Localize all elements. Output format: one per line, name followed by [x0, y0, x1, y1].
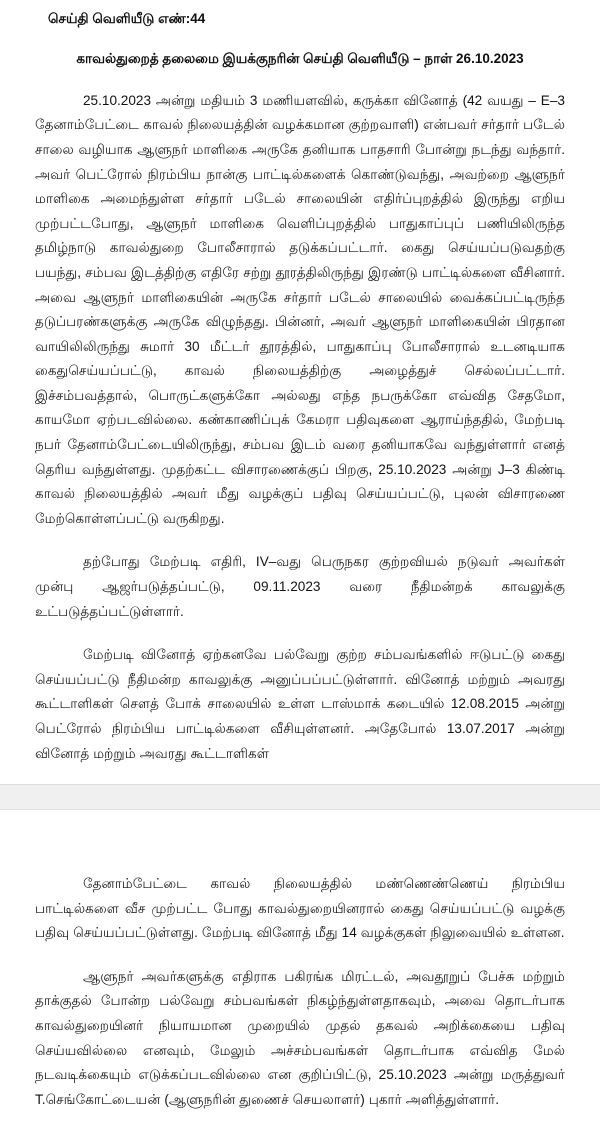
page-title: காவல்துறைத் தலைமை இயக்குநரின் செய்தி வெளியீடு – நாள் 26.10.2023 — [76, 50, 524, 66]
release-number — [48, 10, 565, 28]
paragraph: 25.10.2023 அன்று மதியம் 3 மணியளவில், கருக்கா வினோத் (42 வயது – E–3 தேனாம்பேட்டை காவல் நிலையத்தின் வழக்கமான குற்றவாளி) என்பவர் சர்தார் படேல் சாலை வழியாக ஆளுநர் மாளிகை அருகே தனியாக பாதசாரி போன்று நடந்து வந்தார். அவர் பெட்ரோல் நிரம்பிய நான்கு பாட்டில்களைக் கொண்டுவந்து, அவற்றை ஆளுநர் மாளிகை அமைந்துள்ள சர்தார் படேல் சாலையின் எதிர்ப்புறத்தில் இருந்து எறிய முற்பட்டபோது, ஆளுநர் மாளிகை வெளிப்புறத்தில் பாதுகாப்புப் பணியிலிருந்த தமிழ்நாடு காவல்துறை போலீசாரால் தடுக்கப்பட்டார். கைது செய்யப்படுவதற்கு பயந்து, சம்பவ இடத்திற்கு எதிரே சற்று தூரத்திலிருந்து இரண்டு பாட்டில்களை வீசினார். அவை ஆளுநர் மாளிகையின் அருகே சர்தார் படேல் சாலையில் வைக்கப்பட்டிருந்த தடுப்பரண்களுக்கு அருகே விழுந்தது. பின்னர், அவர் ஆளுநர் மாளிகையின் பிரதான வாயிலிலிருந்து சுமார் 30 மீட்டர் தூரத்தில், பாதுகாப்பு போலீசாரால் உடனடியாக கைதுசெய்யப்பட்டு, காவல் நிலையத்திற்கு அழைத்துச் செல்லப்பட்டார். இச்சம்பவத்தால், பொருட்களுக்கோ அல்லது எந்த நபருக்கோ எவ்வித சேதமோ, காயமோ ஏற்படவில்லை. கண்காணிப்புக் கேமரா பதிவுகளை ஆராய்ந்ததில், மேற்படி நபர் தேனாம்பேட்டையிலிருந்து, சம்பவ இடம் வரை தனியாகவே வந்துள்ளார் எனத் தெரிய வந்துள்ளது. முதற்கட்ட விசாரணைக்குப் பிறகு, 25.10.2023 அன்று J–3 கிண்டி காவல் நிலையத்தில் அவர் மீது வழக்குப் பதிவு செய்யப்பட்டு, புலன் விசாரணை மேற்கொள்ளப்பட்டு வருகிறது. — [35, 92, 565, 526]
page-separator — [0, 784, 600, 810]
document-page-2 — [0, 810, 600, 1137]
paragraph: மேற்படி வினோத் ஏற்கனவே பல்வேறு குற்ற சம்பவங்களில் ஈடுபட்டு கைது செய்யப்பட்டு நீதிமன்ற காவலுக்கு அனுப்பப்பட்டுள்ளார். வினோத் மற்றும் அவரது கூட்டாளிகள் செளத் போக் சாலையில் உள்ள டாஸ்மாக் கடையில் 12.08.2015 அன்று பெட்ரோல் நிரம்பிய பாட்டில்களை வீசியுள்ளனர். அதேபோல் 13.07.2017 அன்று வினோத் மற்றும் அவரது கூட்டாளிகள் — [35, 647, 565, 761]
paragraph: தற்போது மேற்படி எதிரி, IV–வது பெருநகர குற்றவியல் நடுவர் அவர்கள் முன்பு ஆஜர்படுத்தப்பட்டு, 09.11.2023 வரை நீதிமன்றக் காவலுக்கு உட்படுத்தப்பட்டுள்ளார். — [35, 554, 565, 619]
paragraph: தேனாம்பேட்டை காவல் நிலையத்தில் மண்ணெண்ணெய் நிரம்பிய பாட்டில்களை வீச முற்பட்ட போது காவல்துறையினரால் கைது செய்யப்பட்டு வழக்கு பதிவு செய்யப்பட்டுள்ளது. மேற்படி வினோத் மீது 14 வழக்குகள் நிலுவையில் உள்ளன. — [35, 876, 565, 941]
release-number-text: செய்தி வெளியீடு எண்:44 — [48, 11, 206, 26]
paragraph: ஆளுநர் அவர்களுக்கு எதிராக பகிரங்க மிரட்டல், அவதூறுப் பேச்சு மற்றும் தாக்குதல் போன்ற பல்வேறு சம்பவங்கள் நிகழ்ந்துள்ளதாகவும், அவை தொடர்பாக காவல்துறையினர் நியாயமான முறையில் முதல் தகவல் அறிக்கையை பதிவு செய்யவில்லை எனவும், மேலும் அச்சம்பவங்கள் தொடர்பாக எவ்வித மேல் நடவடிக்கையும் எடுக்கப்படவில்லை என குறிப்பிட்டு, 25.10.2023 அன்று மருத்துவர் T.செங்கோட்டையன் (ஆளுநரின் துணைச் செயலாளர்) புகார் அளித்துள்ளார். — [35, 968, 565, 1107]
